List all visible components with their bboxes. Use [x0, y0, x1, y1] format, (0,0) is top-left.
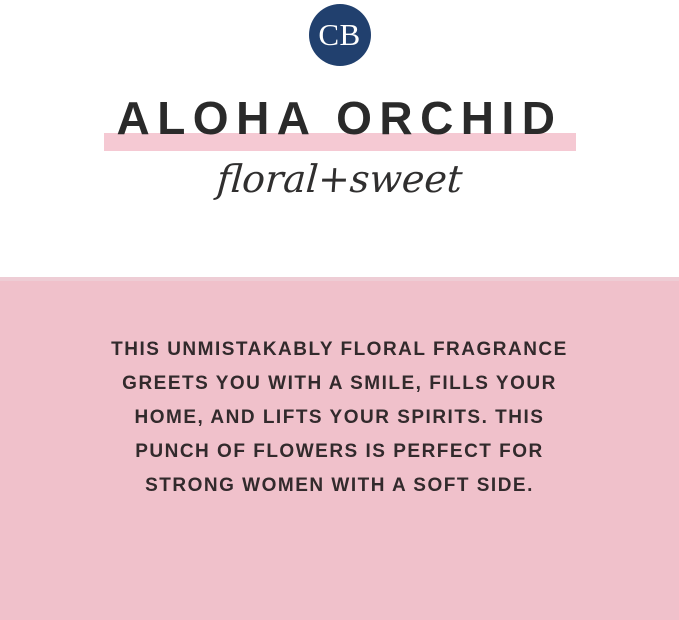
- description-line: HOME, AND LIFTS YOUR SPIRITS. THIS: [134, 407, 545, 428]
- description-line: STRONG WOMEN WITH A SOFT SIDE.: [145, 475, 534, 496]
- title-section: [0, 92, 679, 144]
- scent-descriptor: floral+sweet: [215, 157, 464, 201]
- description-line: GREETS YOU WITH A SMILE, FILLS YOUR: [122, 373, 557, 394]
- description-line: PUNCH OF FLOWERS IS PERFECT FOR: [135, 441, 544, 462]
- description-panel: [0, 277, 679, 620]
- description-line: THIS UNMISTAKABLY FLORAL FRAGRANCE: [111, 339, 568, 360]
- product-title: ALOHA ORCHID: [116, 92, 563, 144]
- brand-logo-monogram: CB: [318, 16, 361, 52]
- brand-logo-badge: [309, 4, 371, 66]
